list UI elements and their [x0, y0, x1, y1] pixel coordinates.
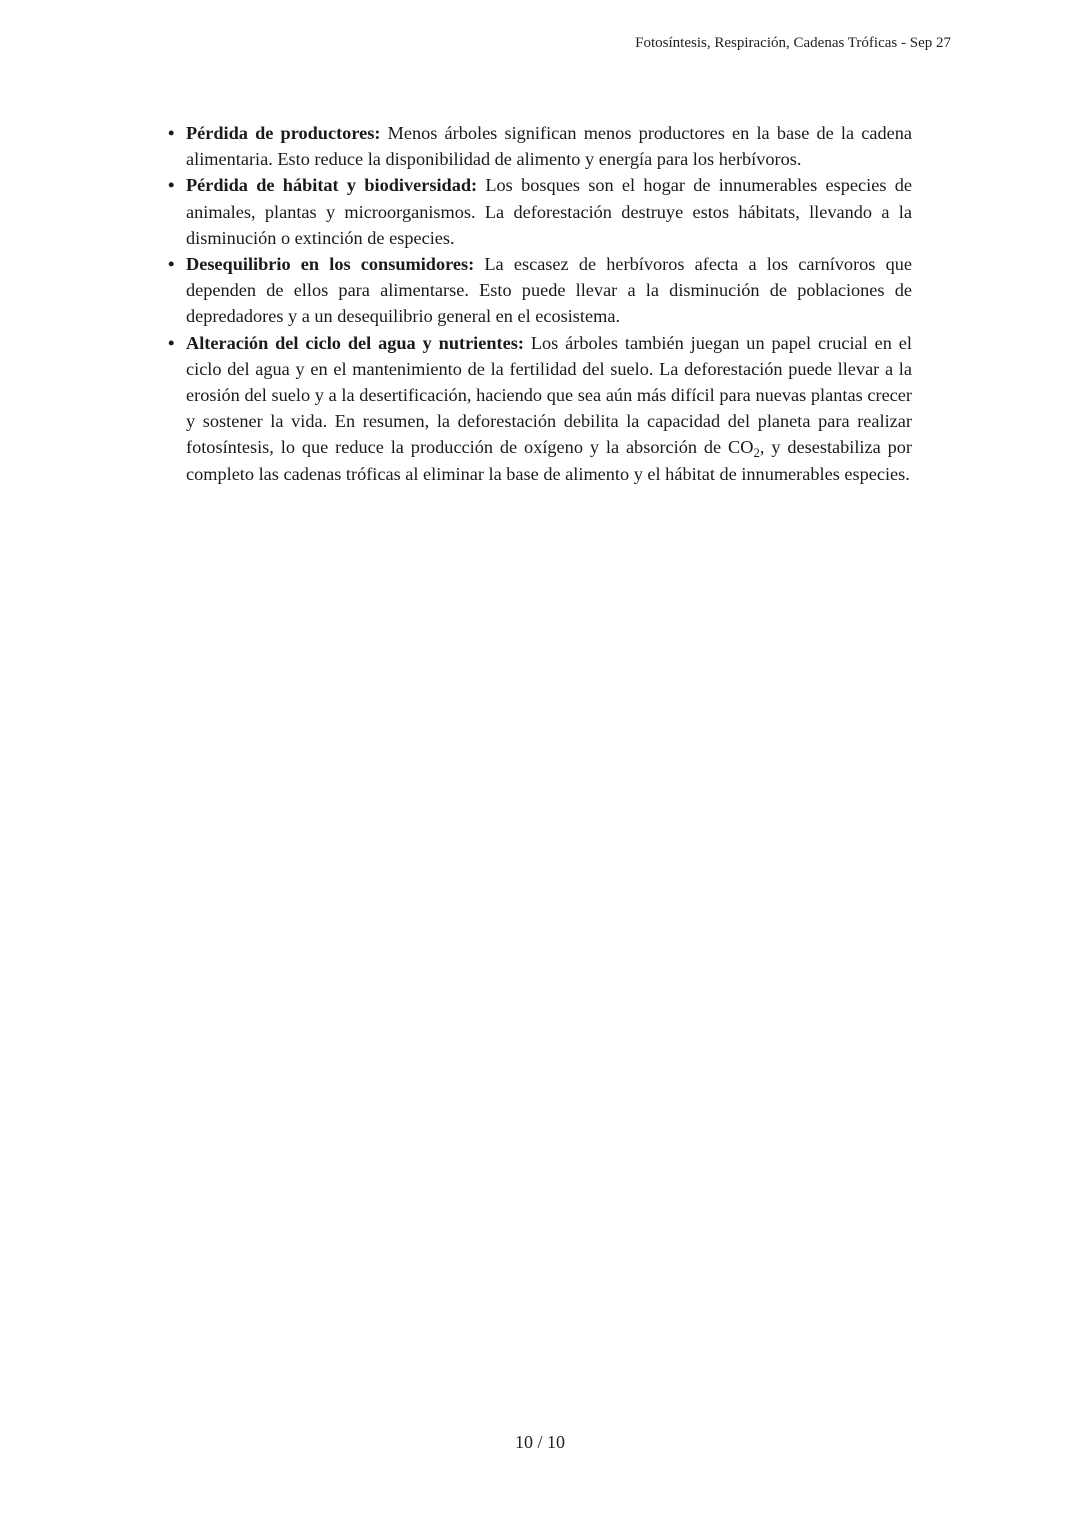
bullet-icon: • [168, 175, 175, 196]
bullet-term: Desequilibrio en los consumidores: [186, 254, 475, 275]
bullet-icon: • [168, 254, 175, 275]
running-header: Fotosíntesis, Respiración, Cadenas Tróficas - Sep 27 [635, 35, 951, 51]
list-item [168, 172, 912, 251]
bullet-text-after: , y desestabiliza por completo las cadenas tróficas al eliminar la base de alimento y el hábitat de innumerables especies. [186, 437, 912, 484]
bullet-icon: • [168, 123, 175, 143]
subscript: 2 [753, 446, 760, 461]
bullet-text: Los bosques son el hogar de innumerables especies de animales, plantas y microorganismos. La deforestación destruye estos hábitats, llevando a la disminución o extinción de especies. [186, 175, 912, 248]
bullet-text: Menos árboles significan menos productores en la base de la cadena alimentaria. Esto reduce la disponibilidad de alimento y energía para los herbívoros. [186, 123, 912, 170]
bullet-text: Los árboles también juegan un papel crucial en el ciclo del agua y en el mantenimiento de la fertilidad del suelo. La deforestación puede llevar a la erosión del suelo y a la desertificación, haciendo que sea aún más difícil para nuevas plantas crecer y sostener la vida. En resumen, la deforestación debilita la capacidad del planeta para realizar fotosíntesis, lo que reduce la producción de oxígeno y la absorción de CO [186, 332, 912, 458]
bullet-term: Pérdida de productores: [186, 123, 381, 143]
page-content [168, 120, 912, 487]
page-number: 10 / 10 [514, 1432, 565, 1452]
bullet-term: Alteración del ciclo del agua y nutrientes: [186, 332, 524, 353]
bullet-term: Pérdida de hábitat y biodiversidad: [186, 175, 478, 196]
bullet-list [168, 120, 912, 487]
list-item [168, 120, 912, 172]
list-item [168, 251, 912, 330]
bullet-icon: • [168, 332, 175, 353]
bullet-text: La escasez de herbívoros afecta a los carnívoros que dependen de ellos para alimentarse. Esto puede llevar a la disminución de poblaciones de depredadores y a un desequilibrio general en el ecosistema. [186, 254, 912, 327]
list-item [168, 330, 912, 487]
